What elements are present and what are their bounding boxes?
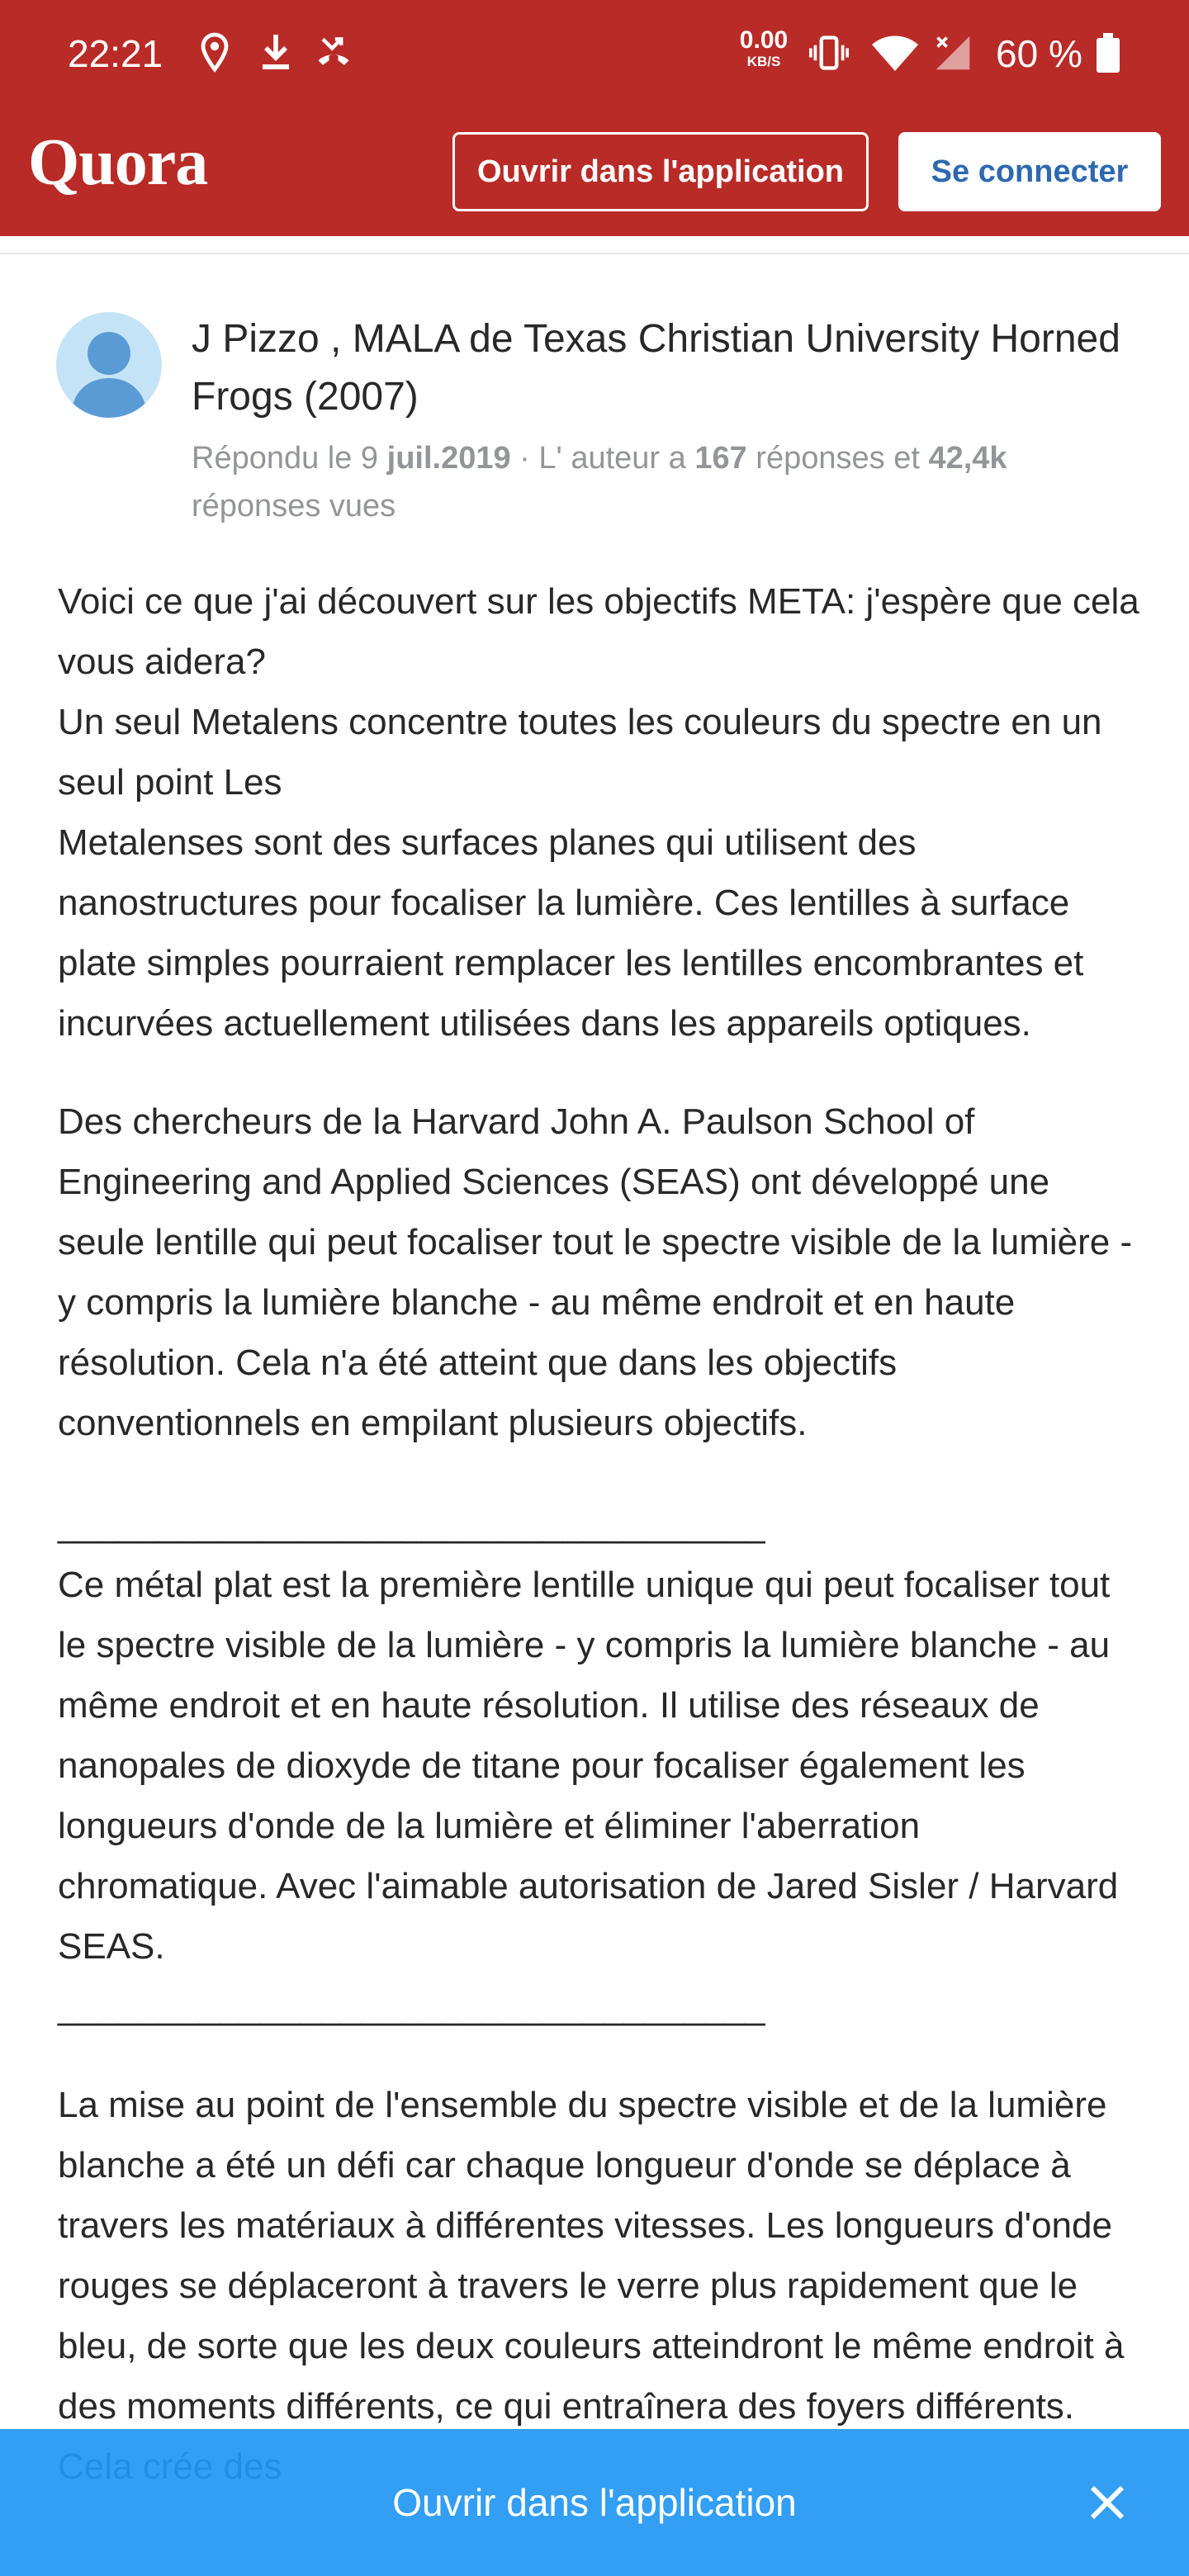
quora-logo[interactable]: Quora [28,126,208,199]
open-in-app-banner[interactable] [0,2429,1189,2576]
answer-paragraph: La mise au point de l'ensemble du spectre visible et de la lumière blanche a été un défi car chaque longueur d'onde se déplace à travers les matériaux à différentes vitesses. Les longueurs d'onde rouges se déplaceront à travers le verre plus rapidement que le bleu, de sorte que les deux couleurs atteindront le même endroit à des moments différents, ce qui entraînera des foyers différents. [58,2085,1125,2427]
app-header [0,0,1189,236]
image-caption-block [58,1494,1139,2037]
status-time: 22:21 [68,32,163,75]
download-icon [256,31,296,74]
wifi-icon [870,31,920,74]
answer-line: Un seul Metalens concentre toutes les couleurs du spectre en un seul point Les [58,702,1102,803]
answer-line: Voici ce que j'ai découvert sur les objectifs META: j'espère que cela vous aidera? [58,581,1139,682]
separator-rule: ___________________________________ [58,1504,765,1545]
missed-call-icon [314,31,353,74]
avatar[interactable] [56,312,162,418]
answer-meta [192,434,1141,530]
answered-date: juil.2019 [386,441,511,476]
answers-count: 167 [694,441,747,476]
signal-icon [933,31,973,74]
answer-line: Metalenses sont des surfaces planes qui utilisent des nanostructures pour focaliser la lumière. Ces lentilles à surface plate simples pourraient remplacer les lentilles encombrantes et incurvées actuellement utilisées dans les appareils optiques. [58,822,1084,1044]
network-speed-unit: KB/S [746,54,781,69]
header-divider [0,253,1189,254]
answered-prefix: Répondu le 9 [192,441,387,476]
answer-paragraph: Des chercheurs de la Harvard John A. Paulson School of Engineering and Applied Sciences (SEAS) ont développé une seule lentille qui peut focaliser tout le spectre visible de la lumière - y compris la lumière blanche - au même endroit et en haute résolution. Cela n'a été atteint que dans les objectifs conventionnels en empilant plusieurs objectifs. [58,1101,1133,1443]
separator-rule: ___________________________________ [58,1986,765,2027]
open-in-app-button[interactable]: Ouvrir dans l'application [452,132,869,211]
battery-icon [1095,31,1121,74]
answer-body [58,571,1139,2535]
user-silhouette-icon [56,312,162,418]
author-credential[interactable]: J Pizzo , MALA de Texas Christian University Horned Frogs (2007) [192,317,1120,419]
battery-percent: 60 % [996,32,1082,75]
views-suffix: réponses vues [192,489,396,523]
network-speed-value: 0.00 [739,26,789,54]
image-caption: Ce métal plat est la première lentille unique qui peut focaliser tout le spectre visible de la lumière - y compris la lumière blanche - au même endroit et en haute résolution. Il utilise des réseaux de nanopales de dioxyde de titane pour focaliser également les longueurs d'onde de la lumière et éliminer l'aberration chromatique. Avec l'aimable autorisation de Jared Sisler / Harvard SEAS. [58,1565,1119,1967]
close-icon[interactable] [1085,2480,1130,2525]
answers-and: réponses et [746,441,929,476]
location-icon [195,31,234,74]
answer-paragraph [58,571,1139,1054]
open-in-app-banner-label[interactable]: Ouvrir dans l'application [392,2481,797,2524]
login-button[interactable]: Se connecter [898,132,1161,211]
views-count: 42,4k [928,441,1007,476]
vibrate-icon [809,31,849,74]
status-bar [0,0,1189,107]
author-has: · L' auteur a [510,441,695,476]
network-speed [735,28,793,69]
